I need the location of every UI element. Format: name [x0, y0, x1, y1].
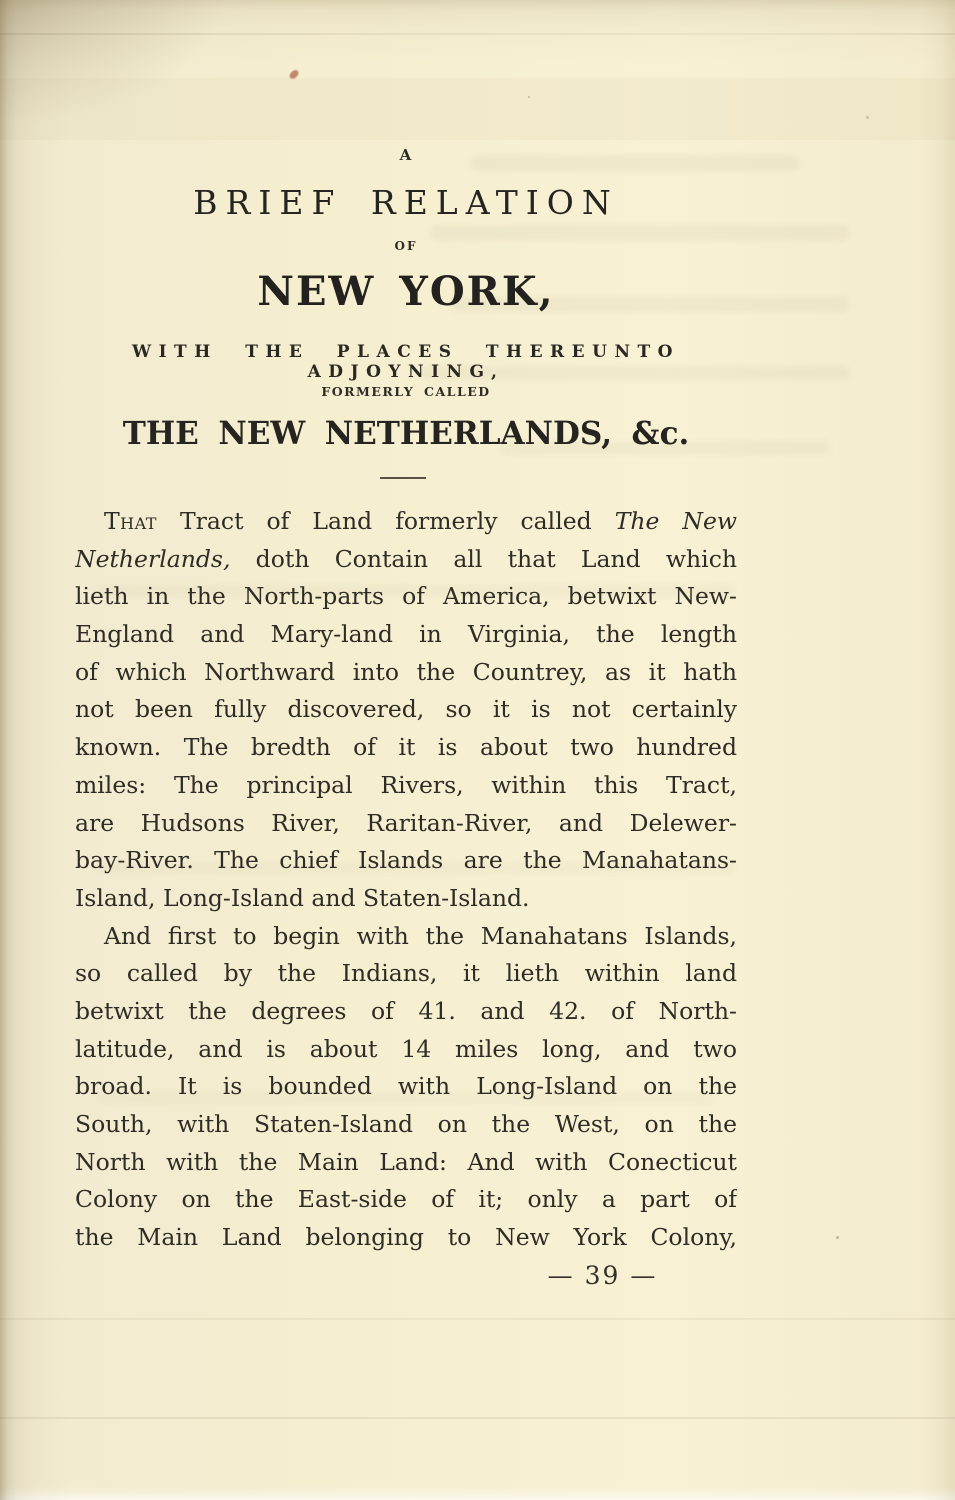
text-segment: not been fully discovered, so it is not certainly: [75, 695, 737, 724]
paper-shade-band: [0, 78, 955, 140]
text-line: [75, 918, 737, 956]
text-line: [75, 503, 737, 541]
text-segment: England and Mary-land in Virginia, the length: [75, 620, 737, 649]
title-article: A: [399, 146, 413, 164]
page-number: — 39 —: [547, 1261, 658, 1290]
title-formerly: FORMERLY CALLED: [321, 384, 491, 399]
text-line: [75, 767, 737, 805]
text-segment: so called by the Indians, it lieth within land: [75, 959, 737, 988]
text-line: [75, 880, 737, 918]
text-line: [75, 1219, 737, 1257]
text-line: [75, 616, 737, 654]
text-segment: broad. It is bounded with Long-Island on the: [75, 1072, 737, 1101]
text-line: [75, 691, 737, 729]
text-segment: And first to begin with the Manahatans Islands,: [104, 921, 737, 950]
text-line: [75, 842, 737, 880]
text-segment: lieth in the North-parts of America, betwixt New-: [75, 582, 737, 611]
text-segment: miles: The principal Rivers, within this Tract,: [75, 770, 737, 799]
text-line: [75, 955, 737, 993]
title-former-name: THE NEW NETHERLANDS, &c.: [122, 414, 690, 452]
text-segment: North with the Main Land: And with Conecticut: [75, 1147, 737, 1176]
text-segment: doth Contain all that Land which: [230, 544, 737, 573]
text-segment: Colony on the East-side of it; only a part of: [75, 1185, 737, 1214]
text-line: [75, 654, 737, 692]
italic-text: The New: [614, 507, 737, 535]
text-segment: bay-River. The chief Islands are the Manahatans-: [75, 846, 737, 875]
paper-crease: [0, 33, 955, 35]
text-segment: betwixt the degrees of 41. and 42. of North-: [75, 996, 737, 1025]
title-main: BRIEF RELATION: [193, 183, 619, 222]
ink-stain-speck: [288, 69, 300, 80]
text-segment: of which Northward into the Countrey, as it hath: [75, 657, 737, 686]
text-line: [75, 729, 737, 767]
text-segment: Tract of Land formerly called: [156, 507, 615, 535]
title-subject: NEW YORK,: [257, 268, 555, 315]
text-line: [75, 1068, 737, 1106]
dust-speck: [866, 116, 869, 119]
text-segment: known. The bredth of it is about two hundred: [75, 733, 737, 762]
title-subtitle: WITH THE PLACES THEREUNTO ADJOYNING,: [132, 342, 680, 382]
text-line: [75, 1031, 737, 1069]
body-text: [75, 503, 737, 1257]
text-line: [75, 541, 737, 579]
text-segment: the Main Land belonging to New York Colony,: [75, 1223, 737, 1252]
text-line: [75, 1181, 737, 1219]
smallcaps-text: That: [104, 507, 157, 535]
dust-speck: [836, 1236, 839, 1239]
paper-crease: [0, 1417, 955, 1419]
italic-text: Netherlands,: [75, 544, 231, 573]
dust-speck: [528, 96, 530, 98]
text-segment: South, with Staten-Island on the West, on the: [75, 1110, 737, 1138]
text-line: [75, 578, 737, 616]
title-rule: [380, 477, 426, 479]
text-segment: latitude, and is about 14 miles long, and two: [75, 1034, 737, 1063]
paper-crease: [0, 1318, 955, 1320]
text-segment: Island, Long-Island and Staten-Island.: [75, 883, 530, 912]
text-segment: are Hudsons River, Raritan-River, and Delewer-: [75, 808, 737, 837]
text-line: [75, 993, 737, 1031]
text-line: [75, 1106, 737, 1144]
title-of: OF: [394, 239, 418, 253]
text-line: [75, 1144, 737, 1182]
text-line: [75, 805, 737, 843]
